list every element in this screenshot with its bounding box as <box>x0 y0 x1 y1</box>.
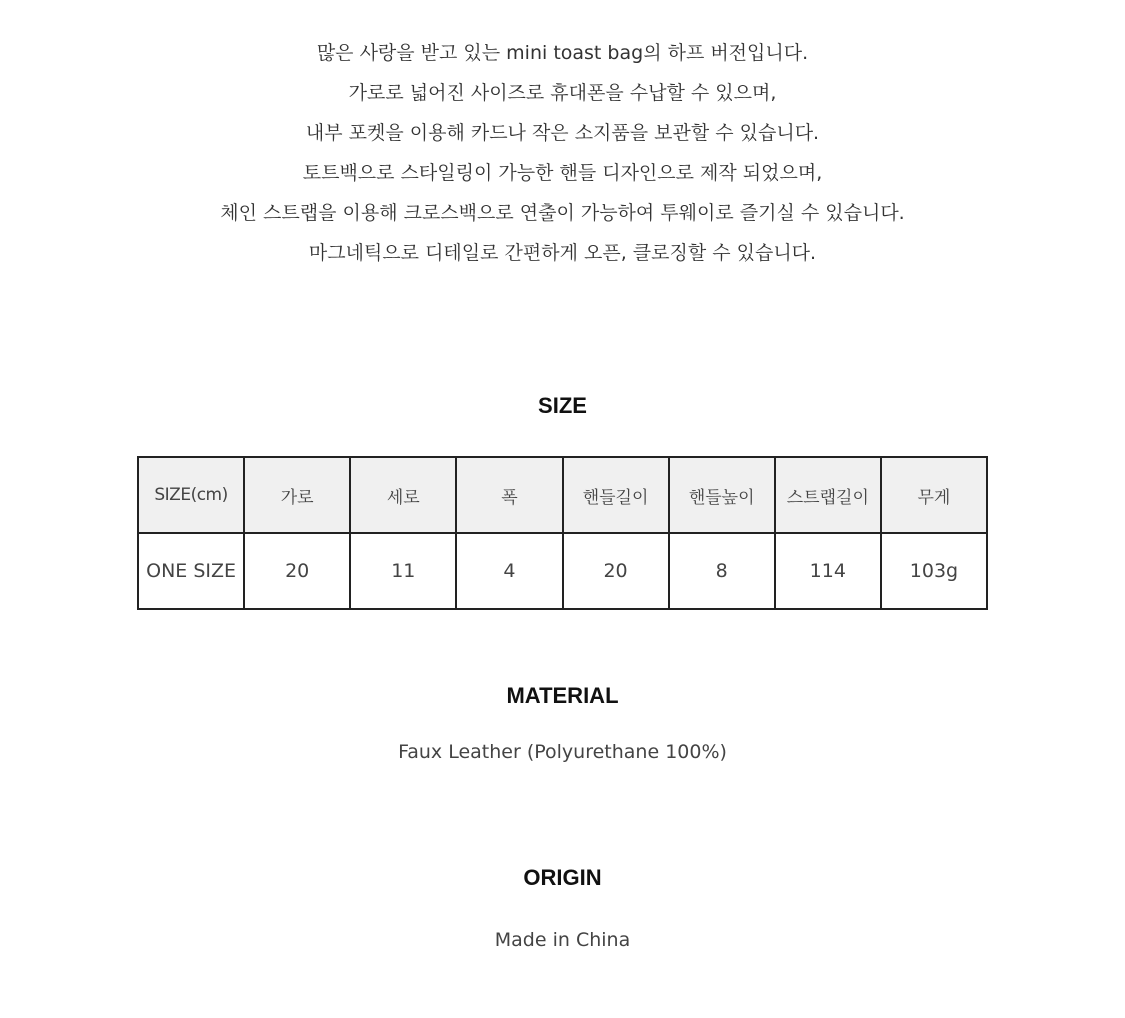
size-header-strap-length: 스트랩길이 <box>775 457 881 533</box>
table-row <box>138 533 987 609</box>
size-value-weight: 103g <box>881 533 987 609</box>
product-description <box>0 33 1125 273</box>
size-value-label: ONE SIZE <box>138 533 244 609</box>
size-value-width: 20 <box>244 533 350 609</box>
size-table <box>137 456 988 610</box>
description-line: 체인 스트랩을 이용해 크로스백으로 연출이 가능하여 투웨이로 즐기실 수 있습니다. <box>220 202 905 224</box>
origin-text: Made in China <box>494 929 631 951</box>
size-header-weight: 무게 <box>881 457 987 533</box>
material-text: Faux Leather (Polyurethane 100%) <box>398 741 727 763</box>
size-heading: SIZE <box>538 393 587 418</box>
description-line: 내부 포켓을 이용해 카드나 작은 소지품을 보관할 수 있습니다. <box>305 122 820 144</box>
size-header-label: SIZE(cm) <box>138 457 244 533</box>
description-line: 토트백으로 스타일링이 가능한 핸들 디자인으로 제작 되었으며, <box>302 162 823 184</box>
size-value-depth: 4 <box>456 533 562 609</box>
origin-heading: ORIGIN <box>523 865 602 890</box>
description-line: 많은 사랑을 받고 있는 mini toast bag의 하프 버전입니다. <box>316 42 809 64</box>
size-value-handle-height: 8 <box>669 533 775 609</box>
material-heading: MATERIAL <box>506 683 619 708</box>
size-value-handle-length: 20 <box>563 533 669 609</box>
size-value-strap-length: 114 <box>775 533 881 609</box>
size-table-header-row <box>138 457 987 533</box>
size-header-handle-length: 핸들길이 <box>563 457 669 533</box>
size-header-width: 가로 <box>244 457 350 533</box>
size-value-height: 11 <box>350 533 456 609</box>
description-line: 가로로 넓어진 사이즈로 휴대폰을 수납할 수 있으며, <box>348 82 777 104</box>
size-header-depth: 폭 <box>456 457 562 533</box>
size-header-height: 세로 <box>350 457 456 533</box>
size-header-handle-height: 핸들높이 <box>669 457 775 533</box>
description-line: 마그네틱으로 디테일로 간편하게 오픈, 클로징할 수 있습니다. <box>308 242 817 264</box>
